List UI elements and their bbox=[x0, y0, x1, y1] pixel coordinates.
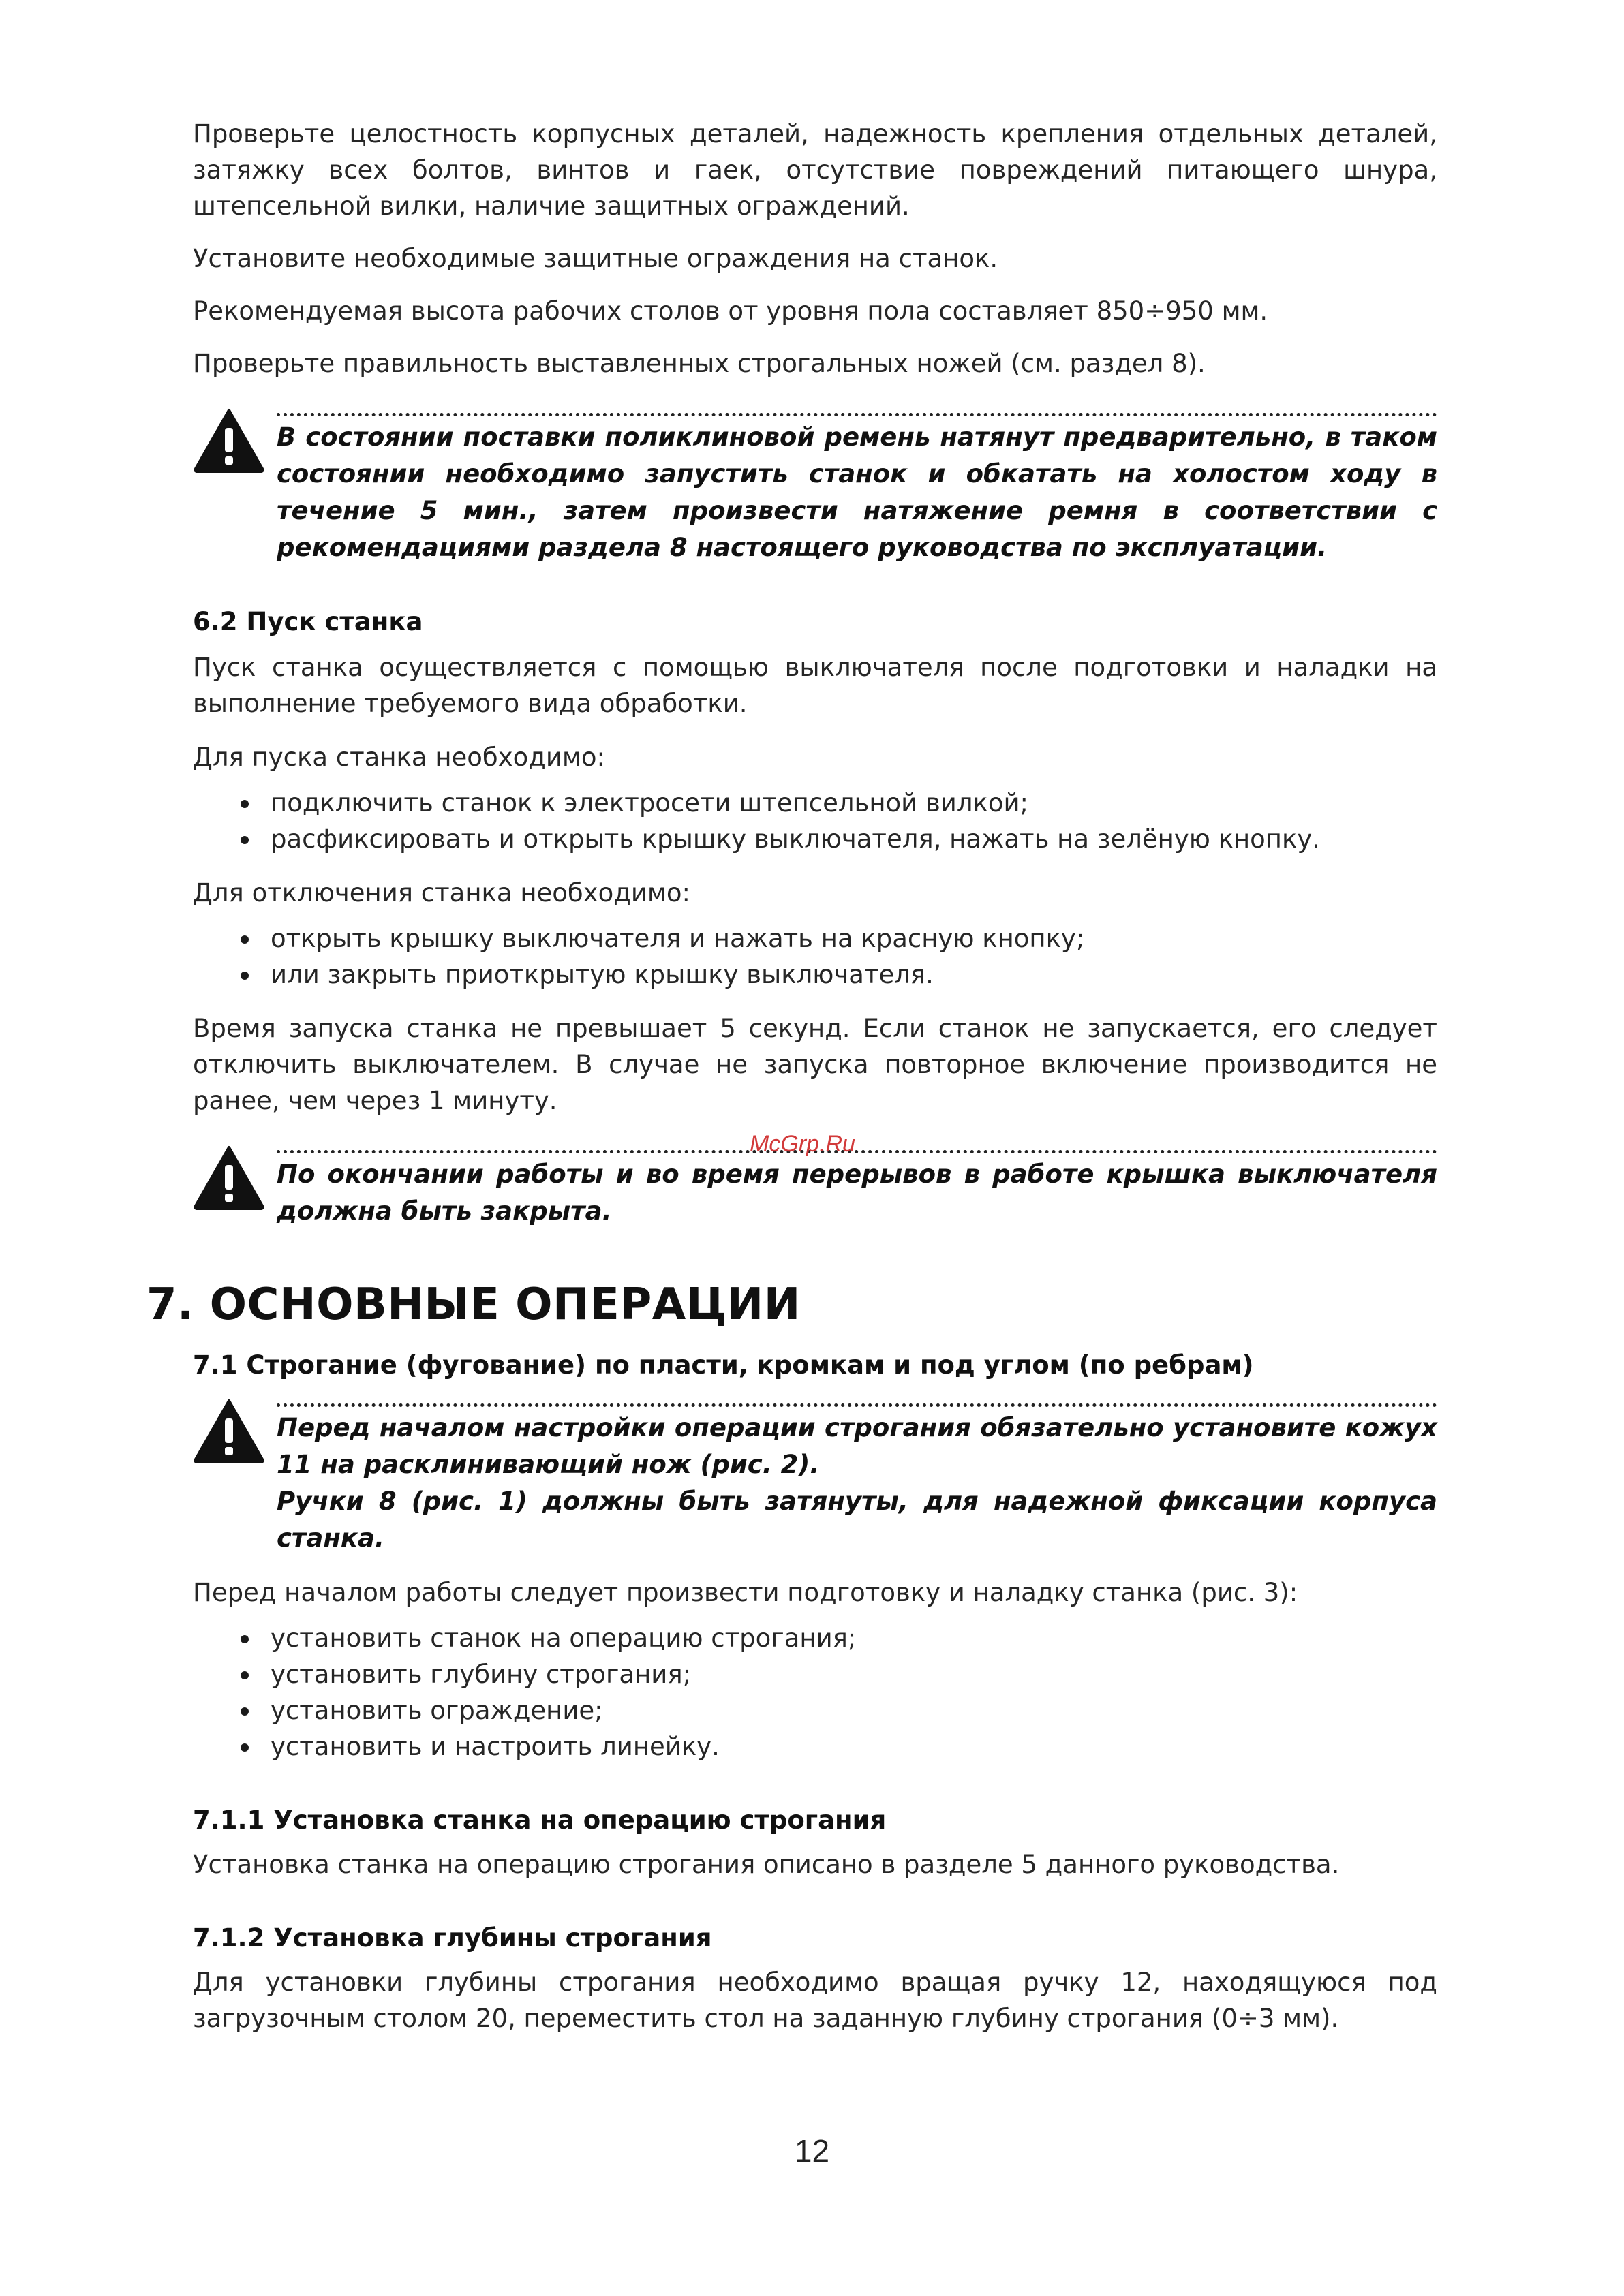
list-item: подключить станок к электросети штепсельной вилкой; bbox=[239, 785, 1437, 821]
section-6-2-paragraph-2: Время запуска станка не превышает 5 секунд. Если станок не запускается, его следует отключить выключателем. В случае не запуска повторное включение производится не ранее, чем через 1 минуту. bbox=[193, 1014, 1437, 1115]
stop-list bbox=[193, 920, 1437, 993]
warning-block-3 bbox=[193, 1386, 1437, 1557]
warning-block-1 bbox=[193, 395, 1437, 566]
dotted-separator bbox=[277, 1132, 1437, 1153]
document-page bbox=[147, 116, 1437, 2036]
watermark: McGrp.Ru bbox=[750, 1131, 855, 1157]
warning-text-1: В состоянии поставки поликлиновой ремень натянут предварительно, в таком состоянии необходимо запустить станок и обкатать на холостом ходу в течение 5 мин., затем произвести натяжение ремня в соответствии с рекомендациями раздела 8 настоящего руководства по эксплуатации. bbox=[277, 422, 1437, 562]
intro-paragraph-1: Проверьте целостность корпусных деталей, надежность крепления отдельных деталей, затяжку всех болтов, винтов и гаек, отсутствие повреждений питающего шнура, штепсельной вилки, наличие защитных ограждений. bbox=[193, 119, 1437, 221]
warning-icon bbox=[193, 1398, 265, 1463]
page-number: 12 bbox=[794, 2133, 830, 2169]
list-item: установить и настроить линейку. bbox=[239, 1728, 1437, 1765]
section-6-2-title: 6.2 Пуск станка bbox=[193, 607, 423, 636]
list-item: или закрыть приоткрытую крышку выключателя. bbox=[239, 957, 1437, 993]
warning-text-3 bbox=[277, 1410, 1437, 1557]
list-item: установить глубину строгания; bbox=[239, 1656, 1437, 1692]
prep-lead: Перед началом работы следует произвести подготовку и наладку станка (рис. 3): bbox=[193, 1578, 1298, 1607]
stop-lead: Для отключения станка необходимо: bbox=[193, 878, 690, 907]
section-7-1-2-paragraph: Для установки глубины строгания необходимо вращая ручку 12, находящуюся под загрузочным столом 20, переместить стол на заданную глубину строгания (0÷3 мм). bbox=[193, 1968, 1437, 2033]
list-item: открыть крышку выключателя и нажать на красную кнопку; bbox=[239, 920, 1437, 957]
intro-paragraph-3: Рекомендуемая высота рабочих столов от уровня пола составляет 850÷950 мм. bbox=[193, 296, 1268, 326]
list-item: расфиксировать и открыть крышку выключателя, нажать на зелёную кнопку. bbox=[239, 821, 1437, 857]
section-7-title: 7. ОСНОВНЫЕ ОПЕРАЦИИ bbox=[147, 1279, 801, 1330]
list-item: установить станок на операцию строгания; bbox=[239, 1620, 1437, 1656]
list-item: установить ограждение; bbox=[239, 1692, 1437, 1728]
section-7-1-1-paragraph: Установка станка на операцию строгания описано в разделе 5 данного руководства. bbox=[193, 1850, 1340, 1879]
dotted-separator bbox=[277, 1386, 1437, 1407]
start-list bbox=[193, 785, 1437, 857]
dotted-separator bbox=[277, 395, 1437, 416]
start-lead: Для пуска станка необходимо: bbox=[193, 743, 605, 772]
intro-paragraph-2: Установите необходимые защитные ограждения на станок. bbox=[193, 244, 998, 273]
warning-icon bbox=[193, 1145, 265, 1210]
warning-text-3-line-2: Ручки 8 (рис. 1) должны быть затянуты, для надежной фиксации корпуса станка. bbox=[277, 1487, 1437, 1553]
section-7-1-1-title: 7.1.1 Установка станка на операцию строгания bbox=[193, 1805, 887, 1835]
warning-text-3-line-1: Перед началом настройки операции строгания обязательно установите кожух 11 на расклинивающий нож (рис. 2). bbox=[277, 1413, 1437, 1479]
warning-icon bbox=[193, 407, 265, 473]
section-7-1-title: 7.1 Строгание (фугование) по пласти, кромкам и под углом (по ребрам) bbox=[193, 1350, 1254, 1380]
section-7-1-2-title: 7.1.2 Установка глубины строгания bbox=[193, 1923, 712, 1953]
intro-paragraph-4: Проверьте правильность выставленных строгальных ножей (см. раздел 8). bbox=[193, 349, 1206, 378]
prep-list bbox=[193, 1620, 1437, 1765]
warning-text-2: По окончании работы и во время перерывов в работе крышка выключателя должна быть закрыта. bbox=[277, 1160, 1437, 1226]
section-6-2-paragraph-1: Пуск станка осуществляется с помощью выключателя после подготовки и наладки на выполнение требуемого вида обработки. bbox=[193, 653, 1437, 718]
